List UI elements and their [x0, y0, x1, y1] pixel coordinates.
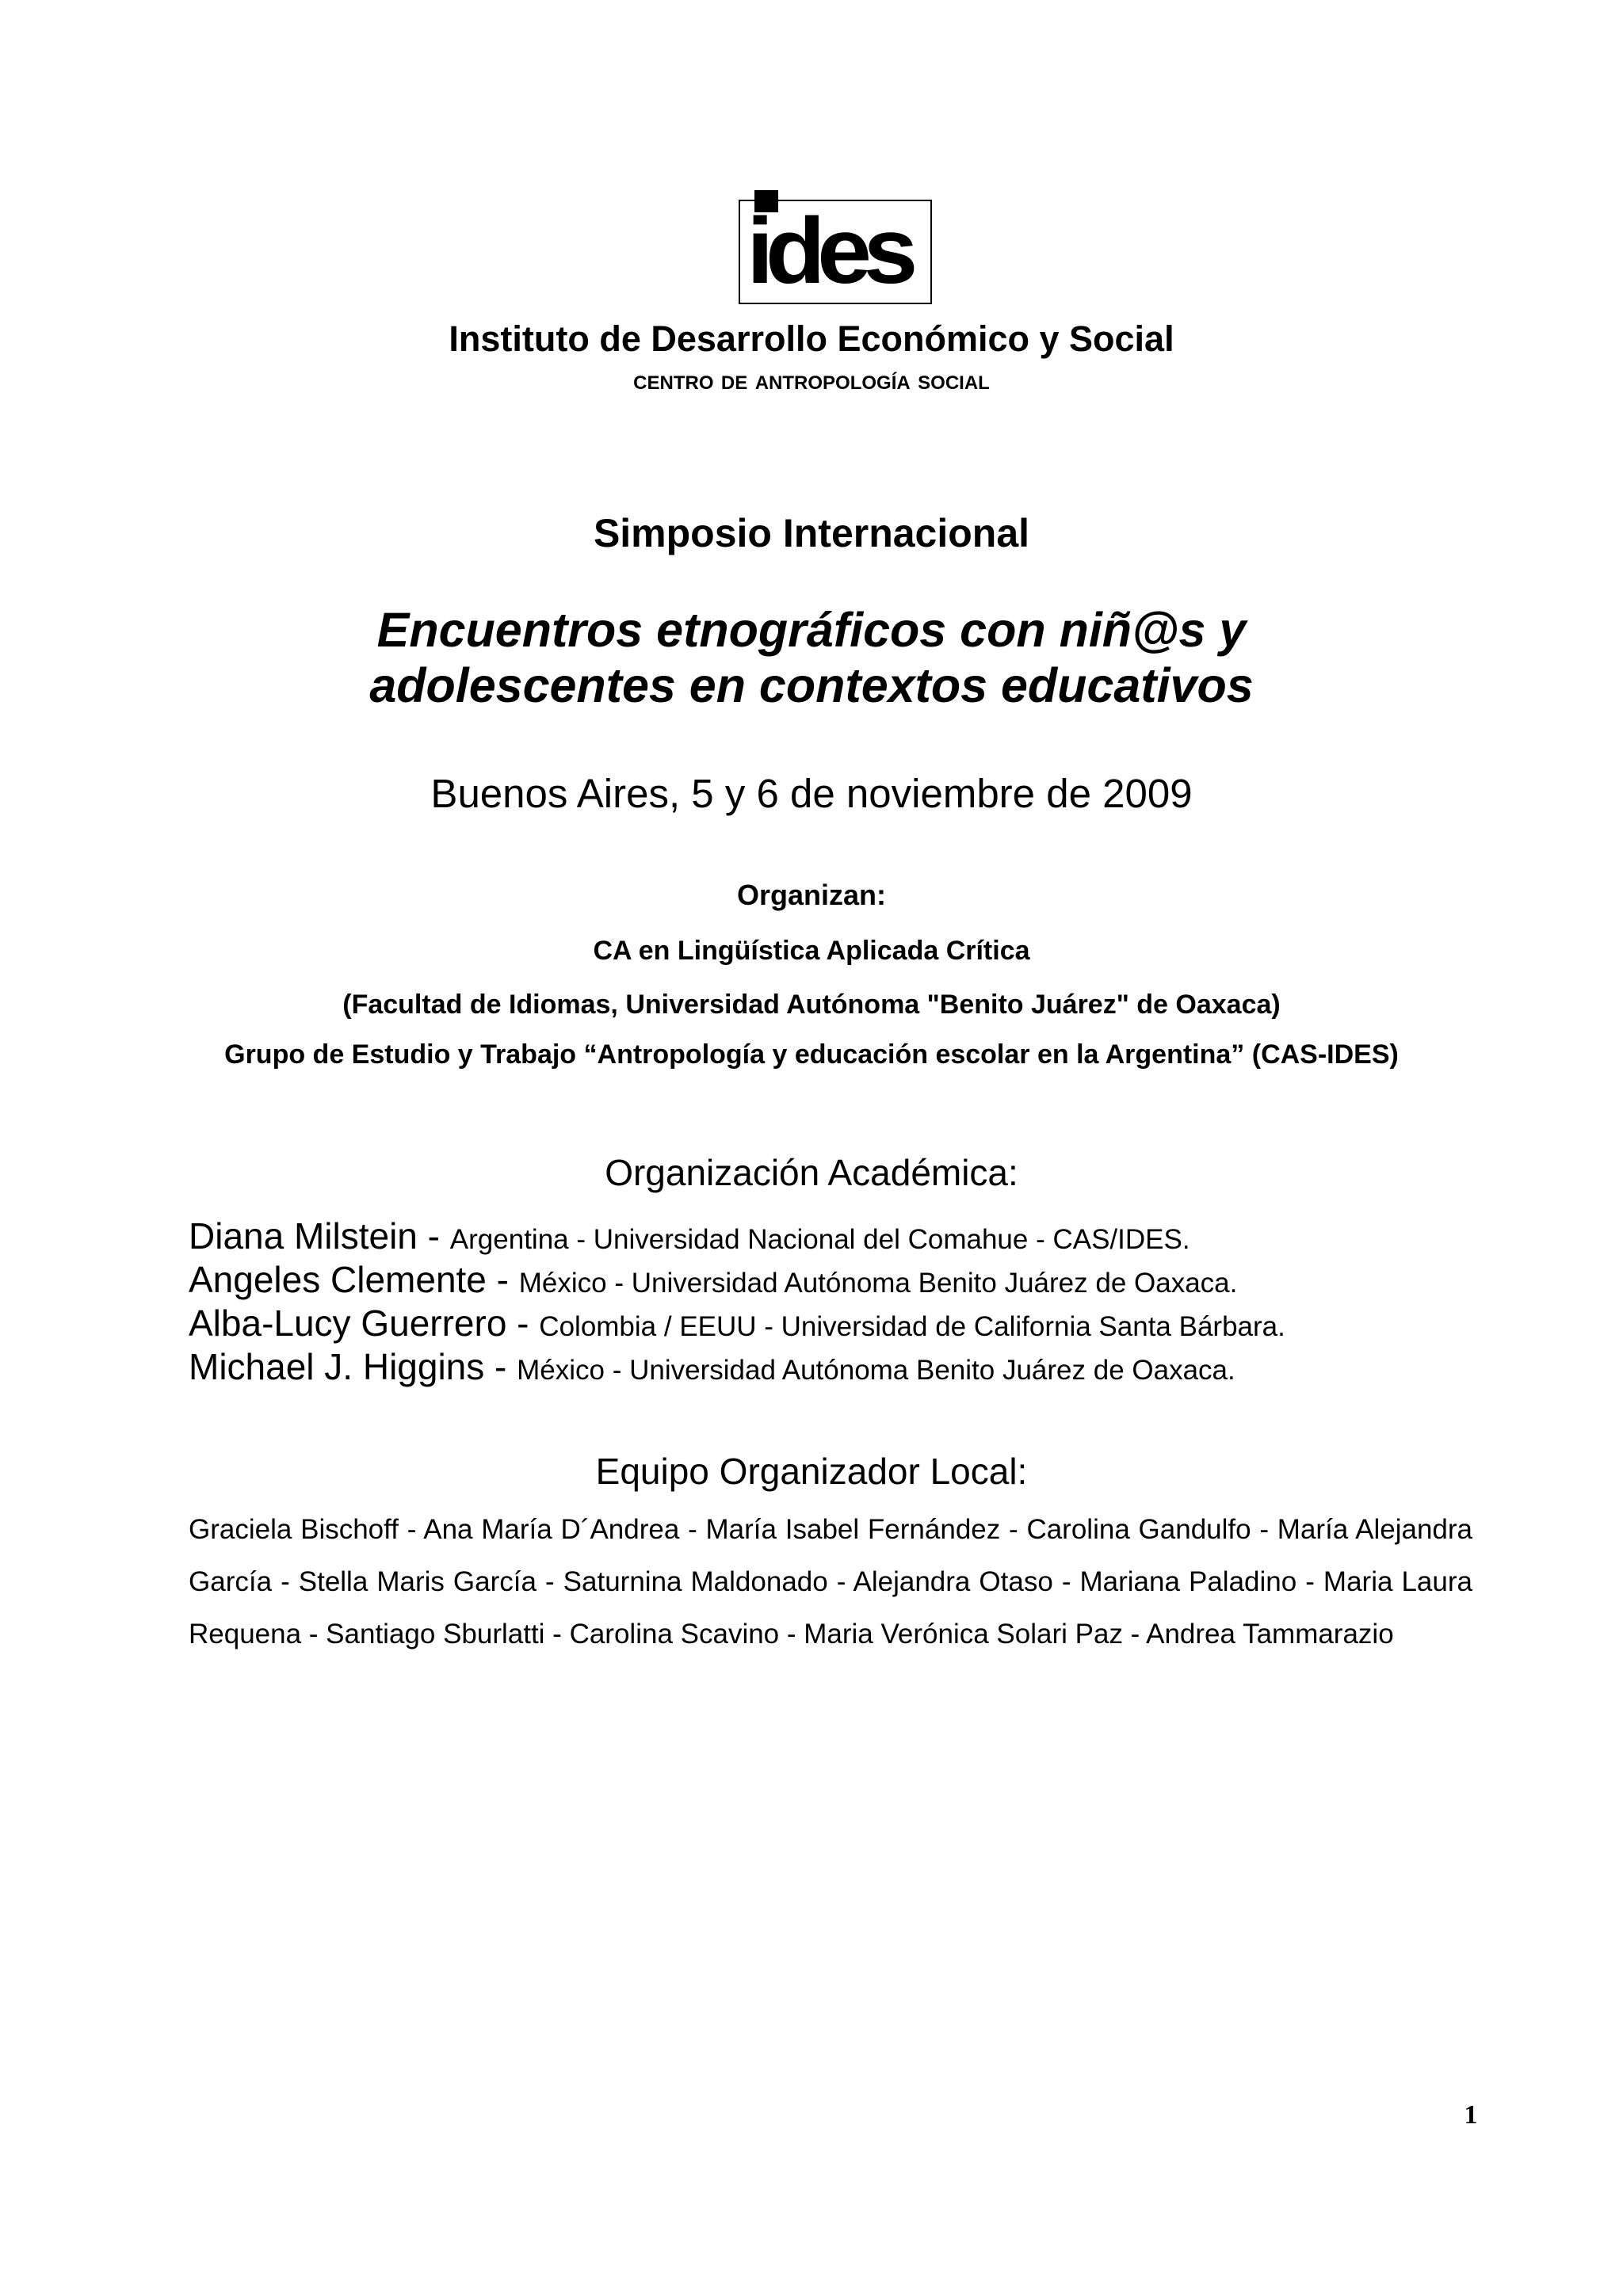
- member-affiliation: Argentina - Universidad Nacional del Comahue - CAS/IDES.: [449, 1224, 1190, 1255]
- academic-heading: Organización Académica:: [605, 1152, 1018, 1193]
- member-affiliation: Colombia / EEUU - Universidad de California Santa Bárbara.: [539, 1311, 1285, 1342]
- event-dateline: Buenos Aires, 5 y 6 de noviembre de 2009: [430, 771, 1193, 816]
- logo-wordmark: ides: [747, 199, 910, 303]
- page-number: 1: [1464, 2100, 1478, 2130]
- main-title-line-2: adolescentes en contextos educativos: [369, 658, 1254, 712]
- member-name: Michael J. Higgins: [189, 1346, 485, 1387]
- organizer-line-2: (Facultad de Idiomas, Universidad Autónoma "Benito Juárez" de Oaxaca): [342, 990, 1281, 1020]
- local-team-members: Graciela Bischoff - Ana María D´Andrea - María Isabel Fernández - Carolina Gandulfo - María Alejandra García - Stella Maris García - Saturnina Maldonado - Alejandra Otaso - Mariana Paladino - Maria Laura Requena - Santiago Sburlatti - Carolina Scavino - Maria Verónica Solari Paz - Andrea Tammarazio: [189, 1514, 1472, 1650]
- academic-member: Angeles Clemente - México - Universidad Autónoma Benito Juárez de Oaxaca.: [189, 1259, 1238, 1300]
- ides-logo: [735, 190, 935, 309]
- member-name: Angeles Clemente: [189, 1259, 487, 1300]
- local-team-heading: Equipo Organizador Local:: [595, 1451, 1028, 1492]
- academic-member: Michael J. Higgins - México - Universidad Autónoma Benito Juárez de Oaxaca.: [189, 1346, 1235, 1387]
- institution-center: centro de antropología social: [633, 365, 990, 395]
- organizer-line-1: CA en Lingüística Aplicada Crítica: [593, 936, 1030, 966]
- member-name: Diana Milstein: [189, 1215, 418, 1257]
- organizer-line-3: Grupo de Estudio y Trabajo “Antropología y educación escolar en la Argentina” (CAS-IDES): [224, 1039, 1399, 1070]
- academic-member: Alba-Lucy Guerrero - Colombia / EEUU - Universidad de California Santa Bárbara.: [189, 1302, 1285, 1344]
- main-title: [0, 602, 1623, 713]
- main-title-line-1: Encuentros etnográficos con niñ@s y: [376, 603, 1247, 657]
- member-affiliation: México - Universidad Autónoma Benito Juárez de Oaxaca.: [518, 1268, 1238, 1299]
- academic-members: [189, 1215, 1457, 1389]
- symposium-title: Simposio Internacional: [593, 511, 1030, 555]
- member-name: Alba-Lucy Guerrero: [189, 1302, 507, 1344]
- member-affiliation: México - Universidad Autónoma Benito Juárez de Oaxaca.: [517, 1355, 1235, 1386]
- academic-member: Diana Milstein - Argentina - Universidad Nacional del Comahue - CAS/IDES.: [189, 1215, 1190, 1257]
- organizers-heading: Organizan:: [736, 879, 886, 911]
- institution-name: Instituto de Desarrollo Económico y Social: [449, 318, 1174, 359]
